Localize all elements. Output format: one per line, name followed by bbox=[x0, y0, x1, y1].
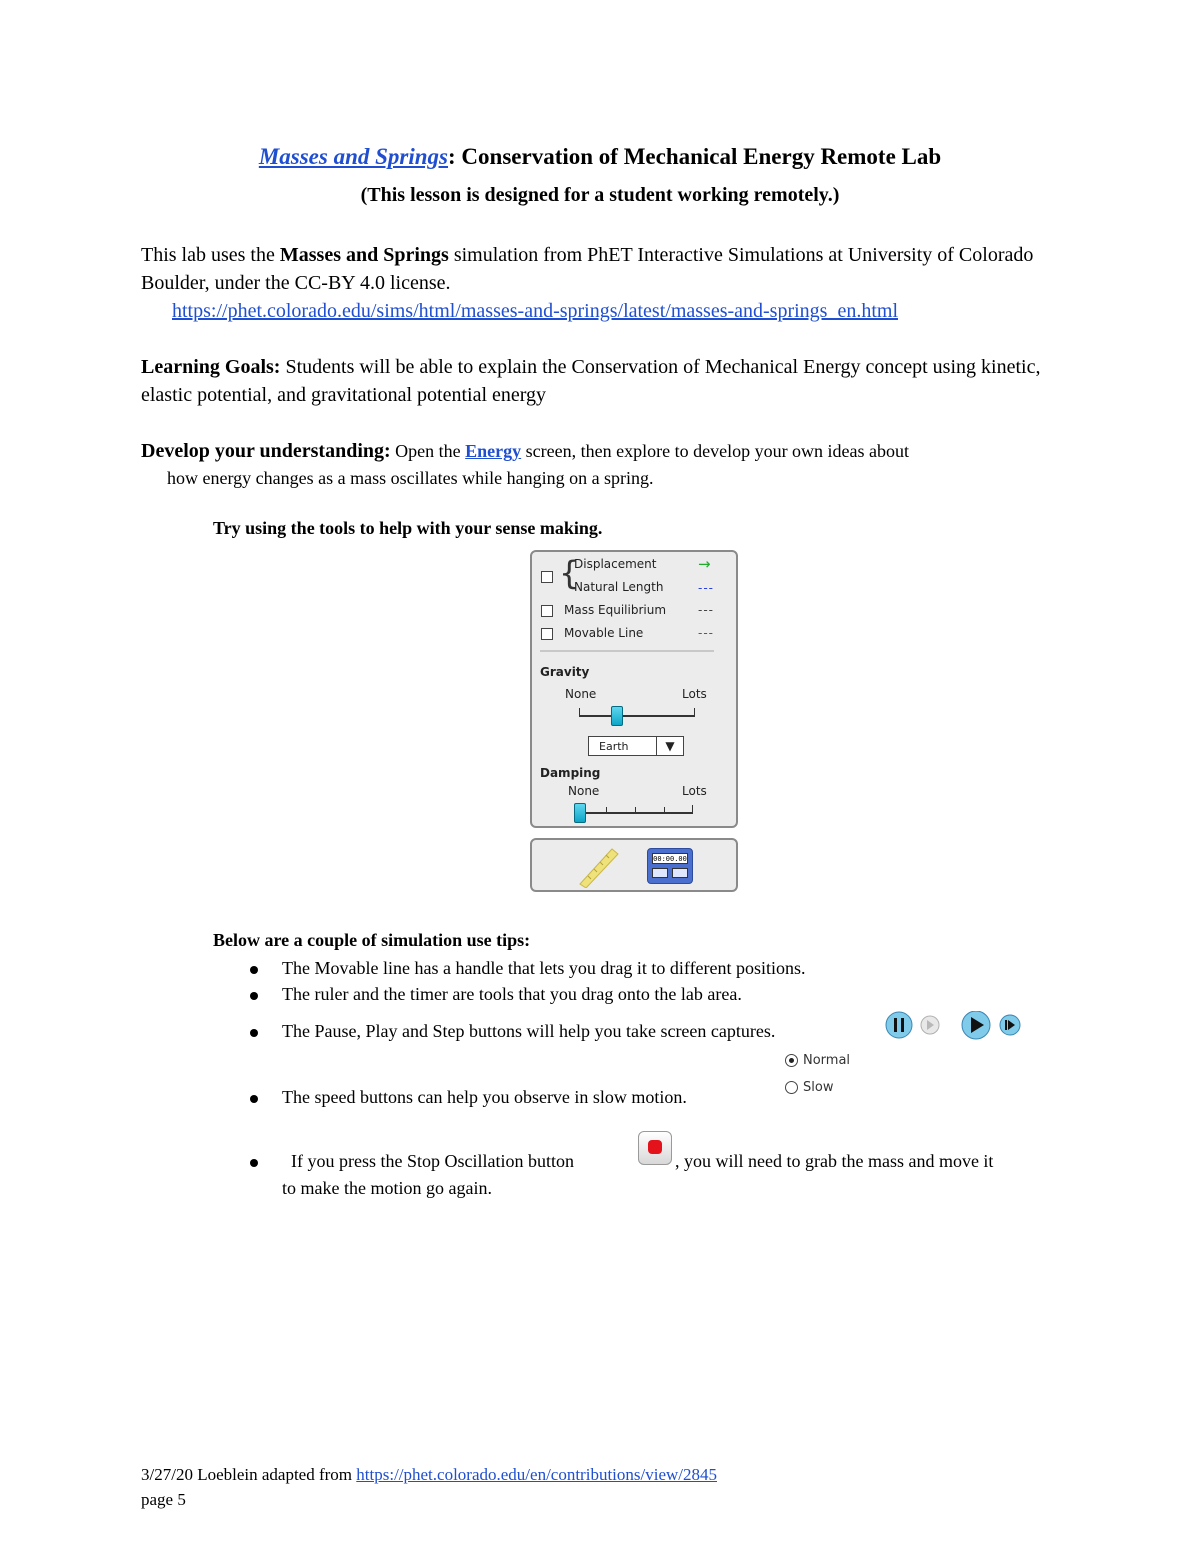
learning-goals-label: Learning Goals: bbox=[141, 356, 281, 378]
intro-post: simulation from PhET Interactive Simulations at University of Colorado Boulder, under the CC-BY 4.0 license. bbox=[141, 244, 1034, 294]
tip-text: to make the motion go again. bbox=[282, 1178, 492, 1198]
movable-line-checkbox[interactable] bbox=[541, 628, 553, 640]
natural-length-label: Natural Length bbox=[574, 580, 664, 594]
damping-tick bbox=[635, 807, 636, 812]
damping-max-label: Lots bbox=[682, 784, 707, 798]
damping-tick bbox=[664, 807, 665, 812]
damping-heading: Damping bbox=[540, 766, 601, 780]
displacement-checkbox[interactable] bbox=[541, 571, 553, 583]
speed-normal-option[interactable] bbox=[785, 1051, 850, 1069]
develop-label: Develop your understanding: bbox=[141, 440, 391, 462]
stop-oscillation-icon[interactable] bbox=[638, 1131, 672, 1165]
damping-tick bbox=[606, 807, 607, 812]
footer-pre: 3/27/20 Loeblein adapted from bbox=[141, 1465, 357, 1484]
gravity-tick bbox=[694, 708, 695, 716]
tip-text: The ruler and the timer are tools that you drag onto the lab area. bbox=[282, 984, 742, 1004]
bullet-dot bbox=[250, 992, 258, 1000]
damping-slider-thumb[interactable] bbox=[574, 803, 586, 823]
learning-goals-text: Students will be able to explain the Conservation of Mechanical Energy concept using kinetic, elastic potential, and gravitational potential energy bbox=[141, 356, 1041, 406]
radio-normal[interactable] bbox=[785, 1054, 798, 1067]
toolbox-panel bbox=[530, 838, 738, 892]
title-link[interactable]: Masses and Springs bbox=[258, 144, 449, 169]
damping-slider-track[interactable] bbox=[577, 812, 693, 814]
footer-link[interactable]: https://phet.colorado.edu/en/contributions/view/2845 bbox=[356, 1465, 717, 1484]
timer-icon[interactable] bbox=[647, 848, 693, 884]
try-text: Try using the tools to help with your sense making. bbox=[213, 518, 603, 538]
damping-tick bbox=[692, 805, 693, 813]
timer-play-button bbox=[672, 868, 688, 878]
displacement-label: Displacement bbox=[574, 557, 657, 571]
gravity-max-label: Lots bbox=[682, 687, 707, 701]
brace-glyph: { bbox=[559, 554, 580, 592]
radio-slow[interactable] bbox=[785, 1081, 798, 1094]
speed-slow-option[interactable] bbox=[785, 1078, 833, 1096]
title-rest: : Conservation of Mechanical Energy Remote Lab bbox=[448, 144, 942, 169]
mass-equilibrium-label: Mass Equilibrium bbox=[564, 603, 667, 617]
damping-min-label: None bbox=[568, 784, 600, 798]
gravity-slider-thumb[interactable] bbox=[611, 706, 623, 726]
bullet-dot bbox=[250, 1159, 258, 1167]
natural-length-dash-icon: --- bbox=[698, 581, 714, 595]
tip-text: The Movable line has a handle that lets you drag it to different positions. bbox=[282, 958, 806, 978]
tips-heading: Below are a couple of simulation use tips: bbox=[213, 930, 531, 950]
pause-icon[interactable] bbox=[884, 1011, 912, 1039]
tip-text: If you press the Stop Oscillation button bbox=[282, 1151, 574, 1171]
energy-link[interactable]: Energy bbox=[465, 441, 522, 461]
gravity-slider-track[interactable] bbox=[579, 715, 695, 717]
develop-pre: Open the bbox=[390, 441, 466, 461]
footer-credit bbox=[141, 1465, 717, 1485]
page-number: page 5 bbox=[141, 1490, 186, 1509]
play-icon[interactable] bbox=[962, 1011, 992, 1041]
subtitle: (This lesson is designed for a student working remotely.) bbox=[360, 184, 840, 206]
develop-section bbox=[141, 438, 1081, 492]
intro-paragraph bbox=[141, 241, 1071, 325]
learning-goals bbox=[141, 353, 1071, 409]
speed-slow-label: Slow bbox=[803, 1079, 834, 1095]
gravity-heading: Gravity bbox=[540, 665, 590, 679]
gravity-tick bbox=[579, 708, 580, 716]
intro-bold: Masses and Springs bbox=[279, 244, 449, 266]
tip-text: , you will need to grab the mass and move it bbox=[675, 1151, 994, 1171]
timer-display: 00:00.00 bbox=[653, 855, 687, 863]
step-back-icon[interactable] bbox=[920, 1015, 940, 1035]
step-forward-icon[interactable] bbox=[1000, 1014, 1022, 1036]
bullet-dot bbox=[250, 1029, 258, 1037]
displacement-arrow-icon: → bbox=[698, 555, 712, 573]
timer-reset-button bbox=[652, 868, 668, 878]
develop-post: screen, then explore to develop your own ideas about bbox=[521, 441, 910, 461]
dropdown-arrow-icon[interactable]: ▼ bbox=[656, 737, 683, 755]
gravity-select[interactable] bbox=[588, 736, 684, 756]
page-title bbox=[0, 144, 1200, 170]
gravity-select-value: Earth bbox=[599, 739, 629, 753]
movable-line-label: Movable Line bbox=[564, 626, 644, 640]
tip-text: The speed buttons can help you observe in slow motion. bbox=[282, 1087, 687, 1107]
bullet-dot bbox=[250, 1095, 258, 1103]
intro-pre: This lab uses the bbox=[141, 244, 280, 266]
ruler-icon[interactable] bbox=[574, 846, 622, 888]
sim-control-panel bbox=[530, 550, 738, 828]
mass-equilibrium-checkbox[interactable] bbox=[541, 605, 553, 617]
gravity-min-label: None bbox=[565, 687, 597, 701]
sim-url-link[interactable]: https://phet.colorado.edu/sims/html/masses-and-springs/latest/masses-and-springs_en.html bbox=[172, 300, 899, 322]
speed-normal-label: Normal bbox=[803, 1052, 851, 1068]
panel-divider bbox=[540, 650, 714, 652]
develop-line2: how energy changes as a mass oscillates while hanging on a spring. bbox=[167, 468, 654, 488]
bullet-dot bbox=[250, 966, 258, 974]
movable-line-dash-icon: --- bbox=[698, 626, 714, 640]
tip-text: The Pause, Play and Step buttons will help you take screen captures. bbox=[282, 1021, 776, 1041]
equilibrium-dash-icon: --- bbox=[698, 603, 714, 617]
